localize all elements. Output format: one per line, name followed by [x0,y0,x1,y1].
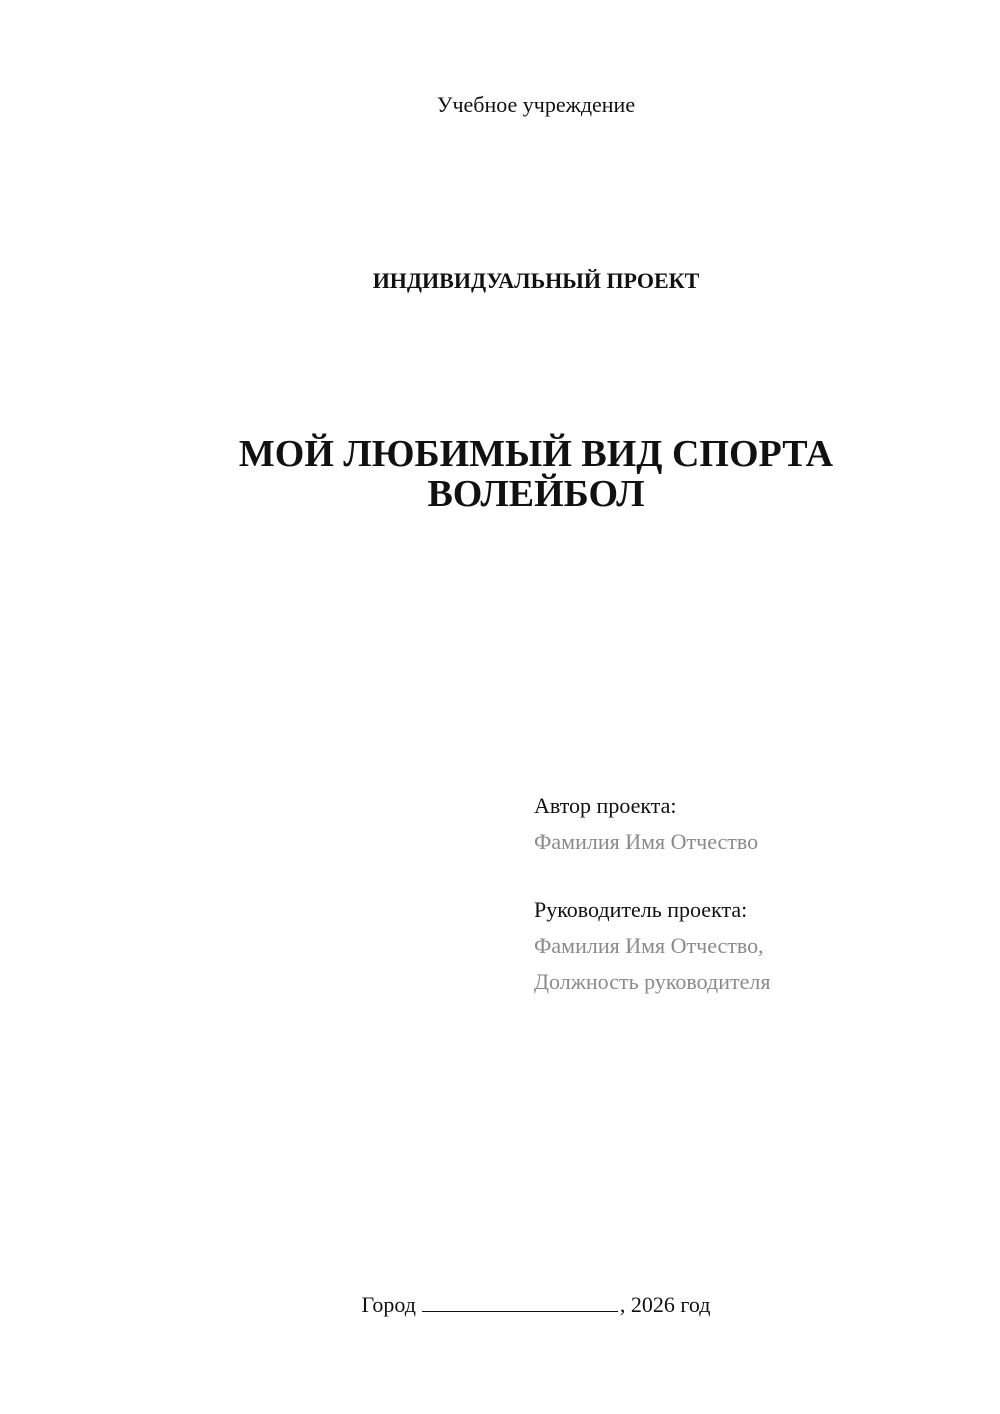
supervisor-position: Должность руководителя [534,969,771,994]
supervisor-name: Фамилия Имя Отчество, [534,933,764,958]
document-type: ИНДИВИДУАЛЬНЫЙ ПРОЕКТ [372,268,700,293]
year-text: , 2026 год [619,1292,711,1317]
credits-spacer [534,860,974,892]
project-title [0,434,1000,514]
institution-name: Учебное учреждение [436,92,636,117]
city-year-line [0,1290,1000,1320]
credits-block [534,788,974,1000]
title-line-2: ВОЛЕЙБОЛ [427,473,645,515]
supervisor-label: Руководитель проекта: [534,897,748,922]
title-line-1: МОЙ ЛЮБИМЫЙ ВИД СПОРТА [238,433,834,475]
author-name: Фамилия Имя Отчество [534,829,759,854]
author-label: Автор проекта: [534,793,677,818]
city-blank-line [422,1291,618,1312]
city-label: Город [361,1292,416,1317]
